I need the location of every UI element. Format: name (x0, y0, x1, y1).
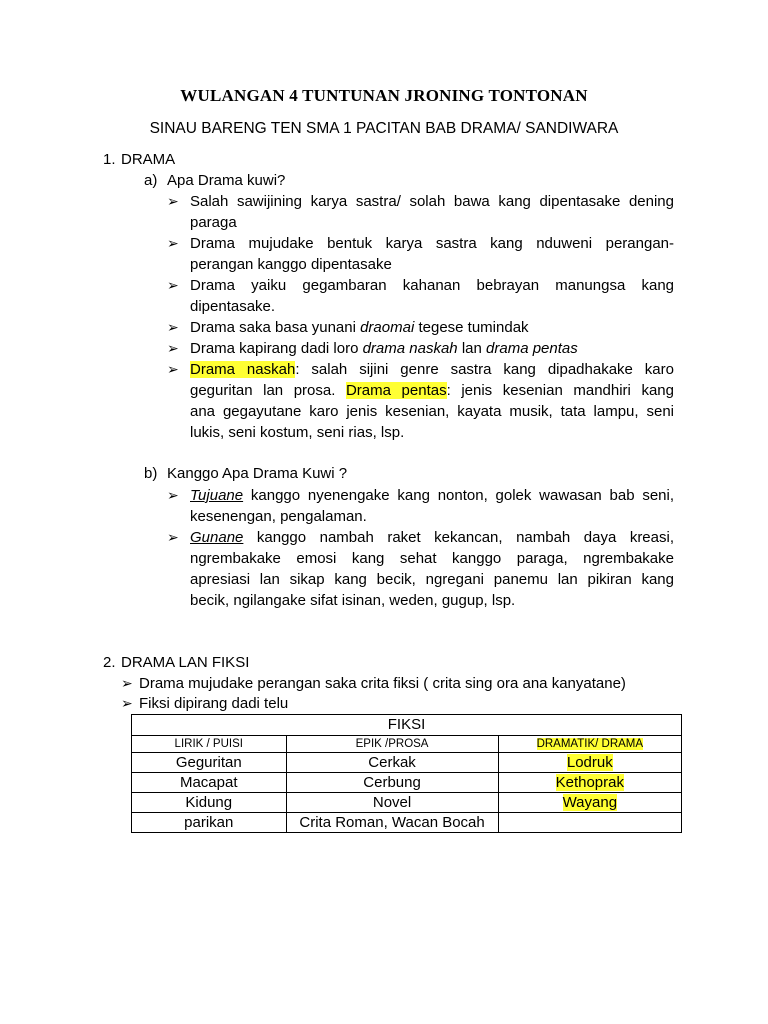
italic-term: draomai (360, 319, 415, 336)
arrow-bullet-icon: ➢ (167, 340, 179, 356)
list-item (190, 527, 674, 611)
list-item-text: becik, ngilangake sifat isinan, weden, gugup, lsp. (190, 592, 516, 609)
table-header-row (132, 736, 682, 753)
list-item-text: Drama saka basa yunani (190, 319, 361, 336)
arrow-bullet-icon: ➢ (167, 529, 179, 545)
list-item (190, 338, 578, 359)
arrow-bullet-icon: ➢ (167, 361, 179, 377)
list-item-text (190, 359, 674, 380)
fiksi-table (131, 714, 682, 833)
list-item-text: kanggo nambah raket kekancan, nambah daya kreasi, (243, 529, 674, 546)
arrow-bullet-icon: ➢ (167, 235, 179, 251)
subsection-a-heading: Apa Drama kuwi? (167, 172, 286, 189)
list-item-text (190, 527, 674, 548)
table-title: FIKSI (132, 715, 682, 736)
arrow-bullet-icon: ➢ (121, 695, 133, 711)
section-2-heading: DRAMA LAN FIKSI (121, 654, 250, 671)
list-item (190, 359, 674, 443)
table-cell (498, 813, 681, 833)
table-row (132, 813, 682, 833)
italic-term: drama naskah (362, 340, 458, 357)
arrow-bullet-icon: ➢ (167, 319, 179, 335)
table-cell: Cerbung (286, 773, 498, 793)
list-item-text: lan (457, 340, 487, 357)
section-1-number: 1. (103, 151, 116, 168)
table-cell: Crita Roman, Wacan Bocah (286, 813, 498, 833)
list-item (190, 317, 529, 338)
table-cell (498, 773, 681, 793)
table-cell: Cerkak (286, 753, 498, 773)
list-item-text: ana gegayutane karo jenis kesenian, kayata musik, tata lampu, seni (190, 403, 674, 420)
list-item-text: dipentasake. (190, 298, 276, 315)
list-item-text: perangan kanggo dipentasake (190, 256, 392, 273)
column-header: LIRIK / PUISI (132, 736, 287, 753)
highlighted-header: DRAMATIK/ DRAMA (536, 737, 644, 750)
section-2-number: 2. (103, 654, 116, 671)
list-item-text: Drama mujudake bentuk karya sastra kang nduweni perangan- (190, 235, 674, 252)
column-header: EPIK /PROSA (286, 736, 498, 753)
page-title: WULANGAN 4 TUNTUNAN JRONING TONTONAN (180, 86, 588, 105)
list-item (190, 233, 674, 275)
table-cell: Kidung (132, 793, 287, 813)
list-item-text: apresiasi lan sikap kang becik, ngregani panemu lan pikiran kang (190, 571, 674, 588)
subsection-b-label: b) (144, 465, 158, 482)
arrow-bullet-icon: ➢ (167, 487, 179, 503)
table-cell: Macapat (132, 773, 287, 793)
underlined-term: Gunane (190, 529, 244, 546)
list-item-text: Salah sawijining karya sastra/ solah bawa kang dipentasake dening (190, 193, 674, 210)
table-row (132, 793, 682, 813)
column-header (498, 736, 681, 753)
list-item-text: paraga (190, 214, 237, 231)
list-item-text: kanggo nyenengake kang nonton, golek wawasan bab seni, (243, 487, 674, 504)
underlined-term: Tujuane (190, 487, 244, 504)
subsection-b-heading: Kanggo Apa Drama Kuwi ? (167, 465, 348, 482)
list-item-text: : jenis kesenian mandhiri kang (446, 382, 674, 399)
list-item-text: Drama kapirang dadi loro (190, 340, 363, 357)
list-item (190, 191, 674, 233)
list-item-text: tegese tumindak (414, 319, 529, 336)
arrow-bullet-icon: ➢ (167, 277, 179, 293)
page-subtitle: SINAU BARENG TEN SMA 1 PACITAN BAB DRAMA/ SANDIWARA (149, 120, 619, 137)
list-item (190, 275, 674, 317)
list-item-text: lukis, seni kostum, seni rias, lsp. (190, 424, 405, 441)
table-row (132, 753, 682, 773)
list-item-text: geguritan lan prosa. (190, 382, 346, 399)
list-item-text (190, 380, 674, 401)
table-row (132, 773, 682, 793)
table-cell: Geguritan (132, 753, 287, 773)
arrow-bullet-icon: ➢ (121, 675, 133, 691)
highlighted-cell-text: Lodruk (566, 753, 613, 771)
highlighted-cell-text: Kethoprak (555, 773, 624, 791)
highlighted-cell-text: Wayang (562, 793, 618, 811)
table-cell (498, 793, 681, 813)
italic-term: drama pentas (486, 340, 578, 357)
table-title-row (132, 715, 682, 736)
list-item (190, 485, 674, 527)
highlighted-term: Drama pentas (345, 382, 447, 399)
highlighted-term: Drama naskah (190, 361, 296, 378)
arrow-bullet-icon: ➢ (167, 193, 179, 209)
list-item-text: kesenengan, pengalaman. (190, 508, 367, 525)
list-item: Drama mujudake perangan saka crita fiksi ( crita sing ora ana kanyatane) (139, 675, 626, 692)
subsection-a-label: a) (144, 172, 158, 189)
list-item: Fiksi dipirang dadi telu (139, 695, 289, 712)
list-item-text: ngrembakake emosi kang sehat kanggo paraga, ngrembakake (190, 550, 674, 567)
section-1-heading: DRAMA (121, 151, 176, 168)
table-cell: parikan (132, 813, 287, 833)
list-item-text: Drama yaiku gegambaran kahanan bebrayan manungsa kang (190, 277, 674, 294)
table-cell: Novel (286, 793, 498, 813)
list-item-text: : salah sijini genre sastra kang dipadhakake karo (295, 361, 674, 378)
table-cell (498, 753, 681, 773)
list-item-text (190, 485, 674, 506)
